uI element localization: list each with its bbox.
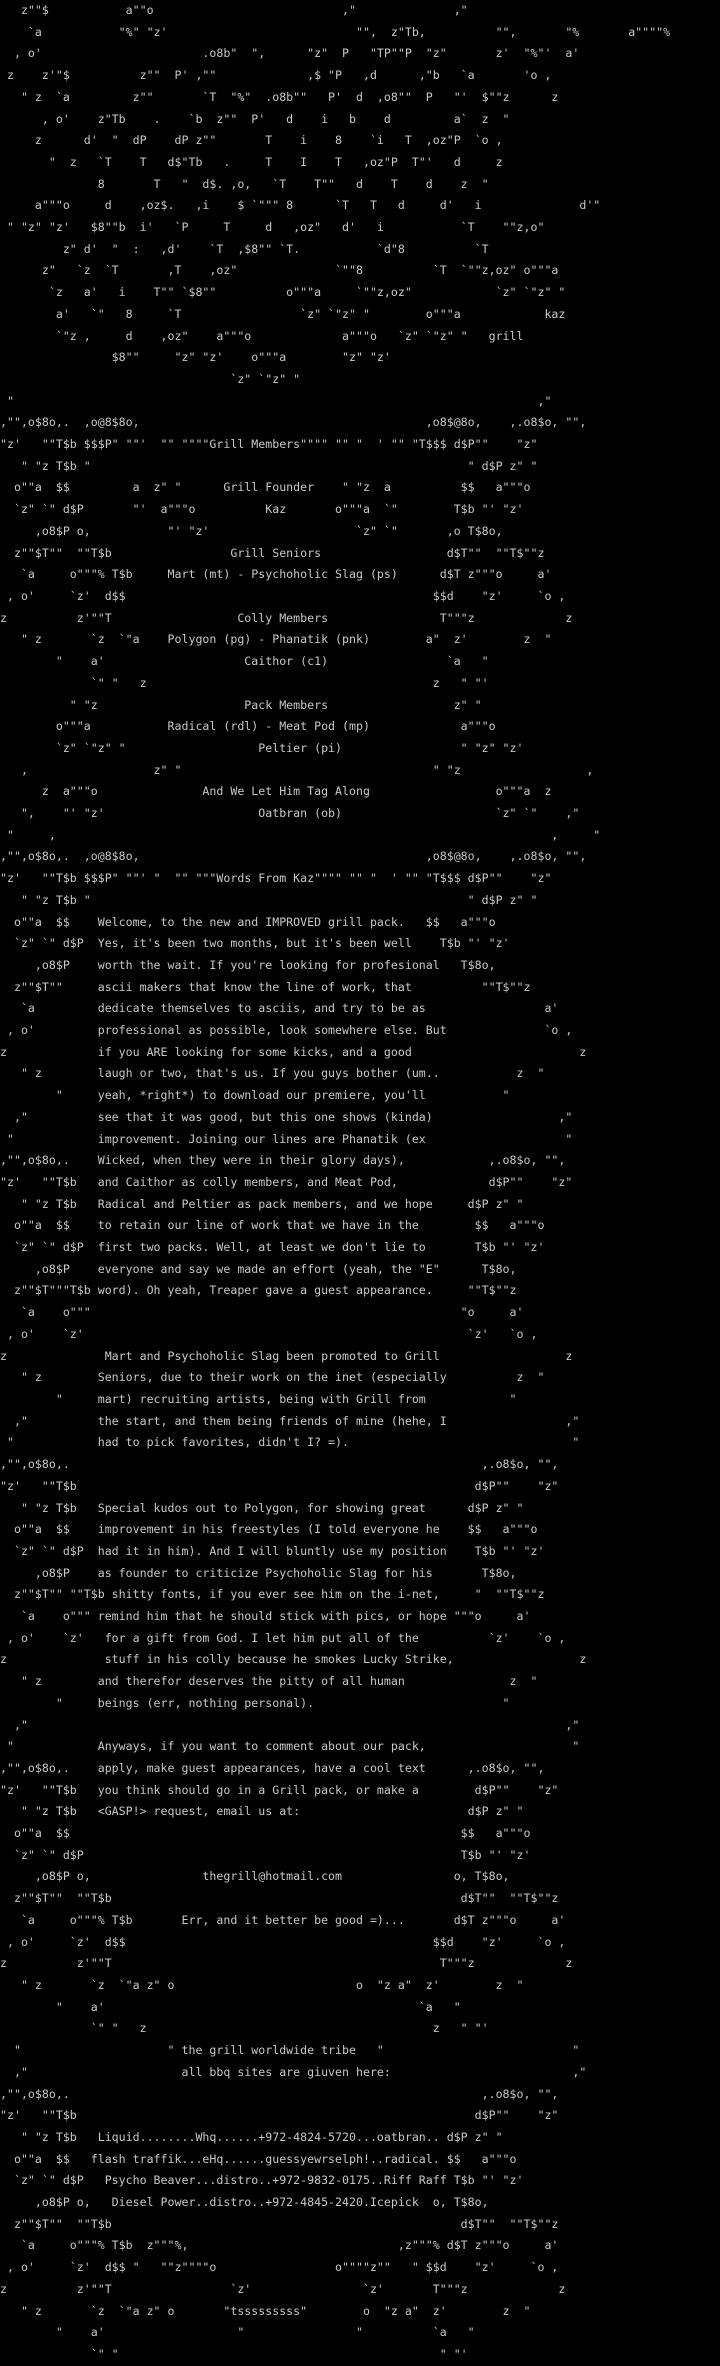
- ascii-line: z stuff in his colly because he smokes Lucky Strike, z: [0, 1652, 587, 1667]
- ascii-line: " "z T$b " " d$P z" ": [0, 458, 538, 473]
- ascii-line: "z' ""T$b d$P"" "z": [0, 2108, 559, 2123]
- ascii-line: o""a $$ Welcome, to the new and IMPROVED grill pack. $$ a"""o: [0, 914, 496, 929]
- ascii-line: o""a $$ improvement in his freestyles (I told everyone he $$ a"""o: [0, 1522, 538, 1537]
- ascii-line: ,"",o$8o,. ,o@8$8o, ,o8$@8o, ,.o8$o, "",: [0, 415, 587, 430]
- ascii-line: " z laugh or two, that's us. If you guys bother (um.. z ": [0, 1066, 545, 1081]
- ascii-line: ,"",o$8o,. apply, make guest appearances, have a cool text ,.o8$o, "",: [0, 1760, 545, 1775]
- ascii-line: , o' .o8b" ", "z" P "TP""P "z" z' "%"' a': [0, 46, 580, 61]
- ascii-line: ,o8$P worth the wait. If you're looking for profesional T$8o,: [0, 957, 496, 972]
- ascii-line: , z" " " "z ,: [0, 762, 594, 777]
- ascii-line: " a' `a ": [0, 1999, 461, 2014]
- ascii-line: " z `T T d$"Tb . T I T ,oz"P T"' d z: [0, 154, 503, 169]
- ascii-line: , o' professional as possible, look somewhere else. But `o ,: [0, 1023, 573, 1038]
- ascii-line: ," ,": [0, 1717, 580, 1732]
- ascii-line: z" d' " : ,d' `T ,$8"" `T. `d"8 `T: [0, 241, 489, 256]
- ascii-line: " z and therefor deserves the pitty of all human z ": [0, 1674, 538, 1689]
- ascii-line: `a dedicate themselves to asciis, and try to be as a': [0, 1001, 559, 1016]
- ascii-line: ,"",o$8o,. ,.o8$o, "",: [0, 2086, 559, 2101]
- ascii-line: z""$T"""T$b word). Oh yeah, Treaper gave a guest appearance. ""T$""z: [0, 1283, 517, 1298]
- ascii-line: `z" `" d$P Psycho Beaver...distro..+972-9832-0175..Riff Raff T$b "' "z': [0, 2173, 524, 2188]
- ascii-line: " yeah, *right*) to download our premiere, you'll ": [0, 1088, 510, 1103]
- ascii-line: ,"",o$8o,. ,.o8$o, "",: [0, 1457, 559, 1472]
- ascii-line: `a "%" "z' "", z"Tb, "", "% a""""%: [0, 24, 671, 39]
- ascii-line: ", "' "z' Oatbran (ob) `z" `" ,": [0, 806, 580, 821]
- ascii-line: z d' " dP dP z"" T i 8 `i T ,oz"P `o ,: [0, 133, 503, 148]
- ascii-line: , o' `z' d$$ " ""z""""o o""""z"" " $$d "z' `o ,: [0, 2260, 559, 2275]
- ascii-line: " z `a z"" `T "%" .o8b"" P' d ,o8"" P "' $""z z: [0, 89, 559, 104]
- ascii-line: , o' `z' d$$ $$d "z' `o ,: [0, 1934, 566, 1949]
- ascii-line: " a' Caithor (c1) `a ": [0, 654, 489, 669]
- ascii-line: " z Seniors, due to their work on the inet (especially z ": [0, 1370, 545, 1385]
- ascii-line: " improvement. Joining our lines are Phanatik (ex ": [0, 1131, 573, 1146]
- ascii-line: ,"",o$8o,. ,o@8$8o, ,o8$@8o, ,.o8$o, "",: [0, 849, 587, 864]
- ascii-line: `a o"""% T$b Err, and it better be good =)... d$T z"""o a': [0, 1912, 566, 1927]
- ascii-line: "z' ""T$b $$$P" ""' " "" """Words From Kaz"""" "" " ' "" "T$$$ d$P"" "z": [0, 871, 552, 886]
- ascii-line: 8 T " d$. ,o, `T T"" d T d z ": [0, 176, 489, 191]
- ascii-line: `z" `" d$P "' a"""o Kaz o"""a `" T$b "' "z': [0, 502, 524, 517]
- ascii-line: " mart) recruiting artists, being with Grill from ": [0, 1392, 517, 1406]
- ascii-line: "z' ""T$b and Caithor as colly members, and Meat Pod, d$P"" "z": [0, 1174, 573, 1189]
- ascii-line: z""$T"" ""T$b Grill Seniors d$T"" ""T$""z: [0, 545, 545, 560]
- ascii-line: o""a $$ a z" " Grill Founder " "z a $$ a"""o: [0, 480, 531, 495]
- ascii-line: , o' `z' for a gift from God. I let him put all of the `z' `o ,: [0, 1630, 566, 1645]
- ascii-line: z if you ARE looking for some kicks, and a good z: [0, 1044, 587, 1059]
- ascii-line: `" " z z " "': [0, 2021, 489, 2036]
- ascii-line: o""a $$ $$ a"""o: [0, 1826, 531, 1841]
- ascii-line: z z'""T Colly Members T"""z z: [0, 610, 573, 625]
- ascii-line: " z `z `"a z" o o "z a" z' z ": [0, 1977, 524, 1992]
- ascii-line: `z" `" d$P first two packs. Well, at least we don't lie to T$b "' "z': [0, 1240, 545, 1255]
- ascii-line: "z' ""T$b $$$P" ""' "" """"Grill Members"""" "" " ' "" "T$$$ d$P"" "z": [0, 437, 538, 452]
- ascii-line: z z'""T T"""z z: [0, 1956, 573, 1971]
- ascii-line: ,o8$P as founder to criticize Psychoholic Slag for his T$8o,: [0, 1565, 517, 1580]
- ascii-line: z Mart and Psychoholic Slag been promoted to Grill z: [0, 1348, 573, 1363]
- ascii-line: `a o""" "o a': [0, 1305, 524, 1320]
- ascii-line: , o' `z' `z' `o ,: [0, 1326, 538, 1341]
- ascii-line: ," all bbq sites are giuven here: ,": [0, 2064, 587, 2079]
- ascii-line: z""$ a""o ," ,": [0, 3, 468, 17]
- ascii-line: ,o8$P o, "' "z' `z" `" ,o T$8o,: [0, 523, 503, 538]
- ascii-line: " "z T$b <GASP!> request, email us at: d$P z" ": [0, 1804, 524, 1819]
- ascii-line: `z" `" d$P had it in him). And I will bluntly use my position T$b "' "z': [0, 1543, 545, 1558]
- ascii-line: " beings (err, nothing personal). ": [0, 1695, 510, 1710]
- ascii-line: z""$T"" ""T$b shitty fonts, if you ever see him on the i-net, " ""T$""z: [0, 1587, 545, 1602]
- ascii-line: " z `z `"a z" o "tsssssssss" o "z a" z' z ": [0, 2303, 531, 2318]
- ascii-line: z" `z `T ,T ,oz" `""8 `T `""z,oz" o"""a: [0, 263, 559, 278]
- ascii-line: `"z , d ,oz" a"""o a"""o `z" `"z" " grill: [0, 328, 524, 343]
- ascii-line: ,o8$P o, Diesel Power..distro..+972-4845-2420.Icepick o, T$8o,: [0, 2195, 489, 2210]
- ascii-line: " ,": [0, 393, 552, 408]
- ascii-line: a' `" 8 `T `z" `"z" " o"""a kaz: [0, 306, 566, 321]
- ascii-line: " "z T$b Radical and Peltier as pack members, and we hope d$P z" ": [0, 1196, 524, 1211]
- ascii-line: a"""o d ,oz$. ,i $ `""" 8 `T T d d' i d'": [0, 198, 601, 213]
- ascii-line: `a o""" remind him that he should stick with pics, or hope """o a': [0, 1609, 531, 1624]
- ascii-line: " z `z `"a Polygon (pg) - Phanatik (pnk) a" z' z ": [0, 632, 552, 647]
- ascii-line: o""a $$ to retain our line of work that we have in the $$ a"""o: [0, 1218, 545, 1233]
- ascii-line: o""a $$ flash traffik...eHq......guessyewrselph!..radical. $$ a"""o: [0, 2151, 517, 2166]
- ascii-line: z""$T"" ascii makers that know the line of work, that ""T$""z: [0, 979, 531, 994]
- ascii-line: " " the grill worldwide tribe " ": [0, 2043, 580, 2058]
- ascii-line: z z'"$ z"" P' ,"" ,$ "P ,d ,"b `a 'o ,: [0, 68, 552, 83]
- ascii-line: z""$T"" ""T$b d$T"" ""T$""z: [0, 2216, 559, 2231]
- ascii-line: z a"""o And We Let Him Tag Along o"""a z: [0, 784, 552, 799]
- ascii-line: ,o8$P everyone and say we made an effort (yeah, the "E" T$8o,: [0, 1261, 517, 1276]
- ascii-line: `" " z z " "': [0, 675, 489, 690]
- ascii-line: " "z" "z' $8""b i' `P T d ,oz" d' i `T ""z,o": [0, 220, 545, 235]
- ascii-line: ," the start, and them being friends of mine (hehe, I ,": [0, 1413, 580, 1428]
- ascii-line: z""$T"" ""T$b d$T"" ""T$""z: [0, 1891, 559, 1906]
- ascii-line: "z' ""T$b d$P"" "z": [0, 1478, 559, 1493]
- ascii-line: " , , ": [0, 827, 601, 842]
- ascii-line: `z a' i T"" `$8"" o"""a `""z,oz" `z" `"z" ": [0, 285, 566, 300]
- ascii-line: `z" `" d$P Yes, it's been two months, but it's been well T$b "' "z': [0, 936, 510, 951]
- ascii-line: `" " " "': [0, 2346, 468, 2361]
- ascii-line: ," see that it was good, but this one shows (kinda) ,": [0, 1109, 573, 1124]
- ascii-line: ,"",o$8o,. Wicked, when they were in their glory days), ,.o8$o, "",: [0, 1153, 566, 1168]
- ascii-line: "z' ""T$b you think should go in a Grill pack, or make a d$P"" "z": [0, 1782, 559, 1797]
- ascii-line: , o' z"Tb . `b z"" P' d i b d a` z ": [0, 111, 510, 126]
- ascii-line: ,o8$P o, thegrill@hotmail.com o, T$8o,: [0, 1869, 510, 1884]
- ascii-line: `z" `" d$P T$b "' "z': [0, 1847, 531, 1862]
- ascii-line: `z" `"z" " Peltier (pi) " "z" "z': [0, 740, 524, 755]
- ascii-line: `z" `"z" ": [0, 371, 301, 386]
- ascii-line: " "z T$b Liquid........Whq......+972-4824-5720...oatbran.. d$P z" ": [0, 2129, 503, 2144]
- ascii-line: o"""a Radical (rdl) - Meat Pod (mp) a"""o: [0, 719, 496, 734]
- ascii-line: " "z T$b Special kudos out to Polygon, for showing great d$P z" ": [0, 1500, 524, 1515]
- ascii-line: " a' " " `a ": [0, 2325, 475, 2340]
- ascii-line: $8"" "z" "z' o"""a "z" "z': [0, 350, 391, 365]
- ascii-line: z z'""T `z' `z' T"""z z: [0, 2281, 566, 2296]
- ascii-line: " "z T$b " " d$P z" ": [0, 892, 538, 907]
- ascii-line: , o' `z' d$$ $$d "z' `o ,: [0, 588, 566, 603]
- ascii-line: " Anyways, if you want to comment about our pack, ": [0, 1739, 580, 1754]
- ascii-line: " had to pick favorites, didn't I? =). ": [0, 1435, 580, 1450]
- ascii-line: `a o"""% T$b Mart (mt) - Psychoholic Slag (ps) d$T z"""o a': [0, 567, 552, 582]
- ascii-line: " "z Pack Members z" ": [0, 697, 482, 712]
- ascii-line: `a o"""% T$b z"""%, ,z"""% d$T z"""o a': [0, 2238, 559, 2253]
